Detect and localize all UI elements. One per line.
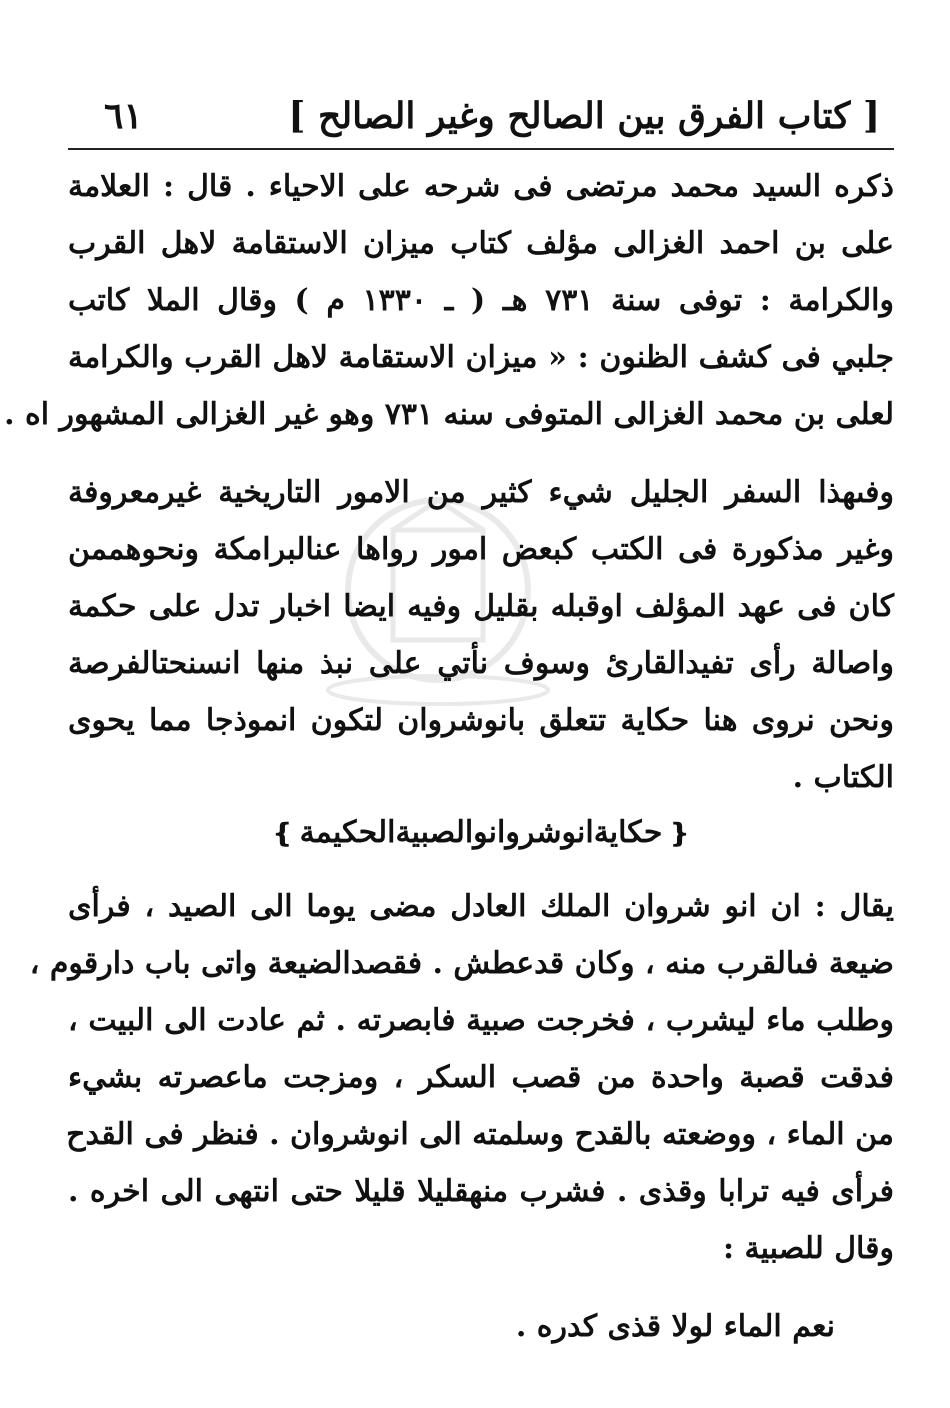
text-line: كان فى عهد المؤلف اوقبله بقليل وفيه ايضا اخبار تدل على حكمة xyxy=(68,589,894,624)
ornament-left-icon: ❵ xyxy=(271,819,294,849)
ornament-right-icon: ❴ xyxy=(668,819,691,849)
verse-line: نعم الماء لولا قذى كدره . xyxy=(515,1309,835,1344)
text-line: وقال للصبية : xyxy=(722,1231,894,1266)
text-line: ونحن نروى هنا حكاية تتعلق بانوشروان لتكون انموذجا مما يحوى xyxy=(68,703,894,738)
text-line: على بن احمد الغزالى مؤلف كتاب ميزان الاستقامة لاهل القرب xyxy=(68,226,894,261)
page-header xyxy=(80,92,880,140)
paragraph-story xyxy=(29,878,894,1277)
text-line: فدقت قصبة واحدة من قصب السكر ، ومزجت ماعصرته بشيء xyxy=(68,1060,894,1095)
page-number: ٦١ xyxy=(104,95,143,137)
section-heading xyxy=(68,808,894,859)
text-line: وطلب ماء ليشرب ، فخرجت صبية فابصرته . ثم عادت الى البيت ، xyxy=(68,1003,894,1038)
text-line: فرأى فيه ترابا وقذى . فشرب منهقليلا قليلا حتى انتهى الى اخره . xyxy=(68,1174,894,1209)
text-line: وغير مذكورة فى الكتب كبعض امور رواها عنالبرامكة ونحوهممن xyxy=(68,532,894,567)
text-line: لعلى بن محمد الغزالى المتوفى سنه ٧٣١ وهو غير الغزالى المشهور اه . xyxy=(4,397,894,432)
paragraph-description xyxy=(68,464,894,806)
text-line: ضيعة فىالقرب منه ، وكان قدعطش . فقصدالضيعة واتى باب دارقوم ، xyxy=(29,946,894,981)
text-line: يقال : ان انو شروان الملك العادل مضى يوما الى الصيد ، فرأى xyxy=(68,889,894,924)
text-line: والكرامة : توفى سنة ٧٣١ هـ ( ـ ١٣٣٠ م ) وقال الملا كاتب xyxy=(68,283,894,318)
text-line: الكتاب . xyxy=(792,760,894,795)
text-line: وفىهذا السفر الجليل شيء كثير من الامور التاريخية غيرمعروفة xyxy=(68,475,894,510)
running-title: [ كتاب الفرق بين الصالح وغير الصالح ] xyxy=(288,95,880,137)
paragraph-citation xyxy=(4,158,894,443)
section-heading-text: حكايةانوشروانوالصبيةالحكيمة xyxy=(299,815,663,850)
header-rule xyxy=(68,148,894,150)
text-line: ذكره السيد محمد مرتضى فى شرحه على الاحياء . قال : العلامة xyxy=(68,169,894,204)
text-line: جلبي فى كشف الظنون : « ميزان الاستقامة لاهل القرب والكرامة xyxy=(68,340,894,375)
text-line: من الماء ، ووضعته بالقدح وسلمته الى انوشروان . فنظر فى القدح xyxy=(66,1117,894,1152)
text-line: واصالة رأى تفيدالقارئ وسوف نأتي على نبذ منها انسنحتالفرصة xyxy=(68,646,894,681)
